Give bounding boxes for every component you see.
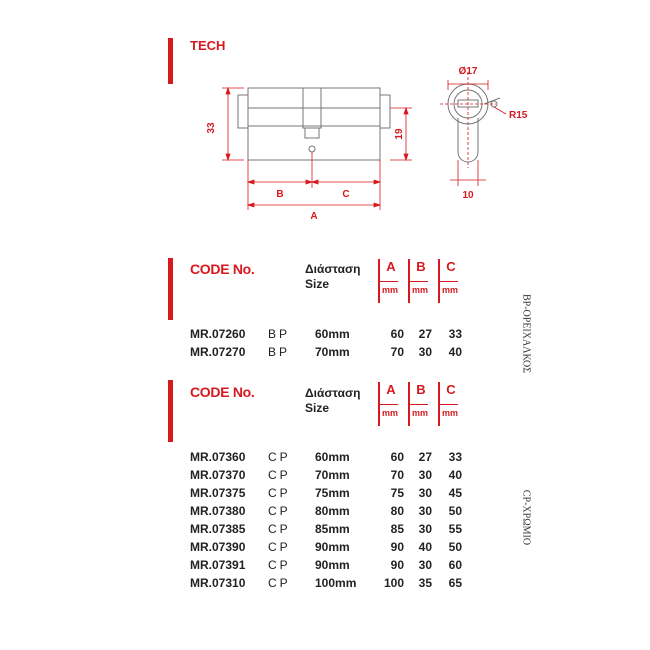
dim-c-label: C — [342, 189, 350, 200]
table1-size-line1: Διάσταση — [305, 262, 361, 276]
table2-row — [0, 468, 650, 483]
product-code: MR.07270 — [190, 345, 246, 359]
dim-b-value: 27 — [418, 327, 432, 341]
table2-col-c-unit: mm — [441, 408, 458, 418]
finish-code: CP — [268, 504, 291, 518]
table1-col-c-letter: C — [446, 259, 456, 274]
table1-size-line2: Size — [305, 277, 330, 291]
dim-a-value: 60 — [390, 450, 404, 464]
dim-a-value: 70 — [390, 345, 404, 359]
product-code: MR.07385 — [190, 522, 246, 536]
size-value: 90mm — [315, 558, 350, 572]
dim-c-value: 50 — [448, 504, 462, 518]
dim-a-value: 90 — [390, 540, 404, 554]
table2-row — [0, 504, 650, 519]
table1-col-b — [408, 259, 430, 303]
size-value: 60mm — [315, 327, 350, 341]
table1-col-a-letter: A — [386, 259, 396, 274]
table2-size-line2: Size — [305, 401, 330, 415]
product-code: MR.07370 — [190, 468, 246, 482]
table2-col-c — [438, 382, 460, 426]
size-value: 70mm — [315, 468, 350, 482]
dim-c-value: 33 — [448, 450, 462, 464]
product-code: MR.07391 — [190, 558, 246, 572]
table2-code-header: CODE No. — [190, 384, 255, 400]
size-value: 100mm — [315, 576, 357, 590]
cylinder-profile — [448, 84, 500, 162]
table2-col-b-unit: mm — [411, 408, 428, 418]
product-code: MR.07375 — [190, 486, 246, 500]
finish-code: CP — [268, 576, 291, 590]
table2-row — [0, 576, 650, 591]
table1-code-header: CODE No. — [190, 261, 255, 277]
product-code: MR.07380 — [190, 504, 246, 518]
dim-c-value: 45 — [448, 486, 462, 500]
dim-b-label: B — [276, 189, 284, 200]
cylinder-body — [238, 88, 390, 160]
dim-c-value: 60 — [448, 558, 462, 572]
table2-col-a-letter: A — [386, 382, 396, 397]
table1-row — [0, 327, 650, 342]
dim-19-label: 19 — [394, 128, 405, 140]
dim-33-label: 33 — [206, 122, 217, 134]
table1-row — [0, 345, 650, 360]
size-value: 90mm — [315, 540, 350, 554]
finish-code: CP — [268, 468, 291, 482]
dim-c-value: 55 — [448, 522, 462, 536]
table2-row — [0, 522, 650, 537]
table2-row — [0, 558, 650, 573]
finish-code: CP — [268, 486, 291, 500]
finish-code: CP — [268, 540, 291, 554]
dim-d17-label: Ø17 — [458, 66, 478, 77]
table2-size-line1: Διάσταση — [305, 386, 361, 400]
dim-b-value: 30 — [418, 486, 432, 500]
dim-a-label: A — [310, 211, 318, 222]
table1-accent-bar — [168, 258, 173, 320]
finish-code: BP — [268, 327, 291, 341]
dim-c-value: 40 — [448, 345, 462, 359]
dim-a-value: 75 — [390, 486, 404, 500]
table2-col-a — [378, 382, 400, 426]
table2-side-label: CP-ΧΡΩΜΙΟ — [520, 489, 532, 546]
table2-col-a-unit: mm — [381, 408, 398, 418]
dim-c-value: 65 — [448, 576, 462, 590]
table1-size-header — [305, 262, 360, 292]
product-code: MR.07310 — [190, 576, 246, 590]
table1-side-label: BP-ΟΡΕΙΧΑΛΚΟΣ — [520, 293, 532, 374]
dim-b-value: 30 — [418, 522, 432, 536]
dim-b-value: 27 — [418, 450, 432, 464]
table1-col-c — [438, 259, 460, 303]
product-code: MR.07360 — [190, 450, 246, 464]
dim-b-value: 30 — [418, 468, 432, 482]
dim-r15-label: R15 — [509, 110, 528, 121]
table2-row — [0, 450, 650, 465]
product-code: MR.07260 — [190, 327, 246, 341]
table1-col-b-letter: B — [416, 259, 426, 274]
size-value: 70mm — [315, 345, 350, 359]
dim-c-value: 40 — [448, 468, 462, 482]
dim-10-label: 10 — [462, 190, 474, 201]
dim-b-value: 30 — [418, 504, 432, 518]
dim-a-value: 70 — [390, 468, 404, 482]
dim-b-value: 30 — [418, 558, 432, 572]
size-value: 85mm — [315, 522, 350, 536]
profile-dimension-lines — [440, 72, 506, 186]
size-value: 60mm — [315, 450, 350, 464]
dim-a-value: 90 — [390, 558, 404, 572]
table1-col-b-unit: mm — [411, 285, 428, 295]
table2-col-c-letter: C — [446, 382, 456, 397]
size-value: 80mm — [315, 504, 350, 518]
dim-c-value: 33 — [448, 327, 462, 341]
finish-code: CP — [268, 522, 291, 536]
table2-row — [0, 486, 650, 501]
table1-col-a — [378, 259, 400, 303]
table1-col-c-unit: mm — [441, 285, 458, 295]
cylinder-technical-drawing — [0, 0, 650, 240]
dimension-lines — [222, 88, 412, 210]
table2-size-header — [305, 386, 360, 416]
dim-a-value: 100 — [383, 576, 404, 590]
finish-code: CP — [268, 450, 291, 464]
dim-a-value: 60 — [390, 327, 404, 341]
dim-c-value: 50 — [448, 540, 462, 554]
size-value: 75mm — [315, 486, 350, 500]
table2-row — [0, 540, 650, 555]
table1-col-a-unit: mm — [381, 285, 398, 295]
finish-code: CP — [268, 558, 291, 572]
dim-b-value: 30 — [418, 345, 432, 359]
dim-a-value: 80 — [390, 504, 404, 518]
dim-b-value: 40 — [418, 540, 432, 554]
table2-col-b-letter: B — [416, 382, 426, 397]
table2-col-b — [408, 382, 430, 426]
product-code: MR.07390 — [190, 540, 246, 554]
table2-accent-bar — [168, 380, 173, 442]
tech-label: TECH — [190, 38, 226, 53]
finish-code: BP — [268, 345, 291, 359]
dim-b-value: 35 — [418, 576, 432, 590]
dim-a-value: 85 — [390, 522, 404, 536]
